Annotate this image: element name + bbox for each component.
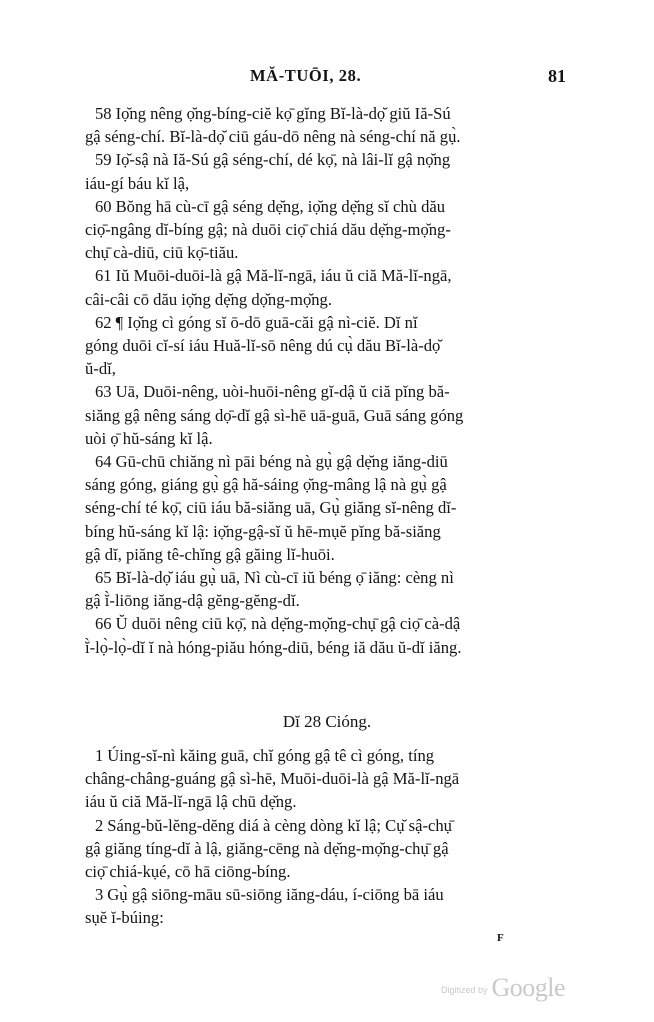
verse-text: Iọ̆-sậ nà Iă-Sú gậ séng-chí, dé kọ̄, nà lâi-lĭ gậ nọ̆ng iáu-gí báu kĭ lậ, — [85, 150, 451, 193]
verses-chapter-27 — [85, 102, 569, 659]
verse — [85, 744, 569, 814]
verse — [85, 612, 569, 658]
verse — [85, 380, 569, 450]
digitized-by-label: Digitized by — [441, 985, 488, 995]
verse-text: Iŭ Muōi-duōi-là gậ Mă-lĭ-ngā, iáu ŭ ciă Mă-lĭ-ngā, câi-câi cō dău iọ̆ng dẹ̆ng dọ̆ng-mọ̆ng. — [85, 266, 452, 309]
verse — [85, 195, 569, 265]
verse — [85, 566, 569, 612]
verse-number: 59 — [95, 150, 112, 170]
verse-text: Gụ̀ gậ siōng-māu sū-siōng iăng-dáu, í-ciōng bā iáu sụĕ ĭ-búing: — [85, 885, 444, 928]
verse — [85, 883, 569, 929]
verse-number: 64 — [95, 452, 112, 472]
verse-number: 61 — [95, 266, 112, 286]
verse-text: Bŏng hā cù-cī gậ séng dẹ̆ng, iọ̆ng dẹ̆ng sĭ chù dău ciọ̄-ngâng dĭ-bíng gậ; nà duōi ciọ̄ chiá dău dẹ̆ng-mọ̆ng- chụ̄ cà-diū, ciū kọ̄-tiău. — [85, 196, 451, 263]
verse-text: Úing-sĭ-nì kăing guā, chĭ góng gậ tê cì góng, tíng châng-châng-guáng gậ sì-hē, Muōi-duōi-là gậ Mă-lĭ-ngā iáu ŭ ciă Mă-lĭ-ngā lậ chū dẹ̆ng. — [85, 746, 460, 812]
verse-number: 58 — [95, 104, 112, 123]
verse — [85, 102, 569, 148]
verse — [85, 148, 569, 194]
verse-text: Sáng-bŭ-lĕng-dĕng diá à cèng dòng kĭ lậ; Cụ̆ sậ-chụ̄ gậ giăng tíng-dĭ à lậ, giăng-cēng nà dẹ̆ng-mọ̆ng-chụ̄ gậ ciọ̄ chiá-kụé, cō hā ciōng-bíng. — [85, 815, 452, 882]
verse-number: 60 — [95, 196, 112, 216]
verse-number: 1 — [95, 746, 104, 765]
verse — [85, 311, 569, 381]
verse-text: Ŭ duōi nêng ciū kọ̄, nà dẹ̆ng-mọ̆ng-chụ̄ gậ ciọ̄ cà-dậ ĭ̀-lọ̀-lọ̀-dĭ ĭ nà hóng-piău hóng-diū, béng iă dău ŭ-dĭ iăng. — [85, 614, 462, 657]
verse-text: Iọ̆ng nêng ọ̆ng-bíng-ciĕ kọ̄ gĭng Bĭ-là-dọ̆ giŭ Iă-Sú gậ séng-chí. Bĭ-là-dọ̆ ciū gáu-dō nêng nà séng-chí nă gụ̀. — [85, 104, 461, 147]
verse-text: Gū-chū chiăng nì pāi béng nà gụ̀ gậ dẹ̆ng iăng-diū sáng góng, giáng gụ̀ gậ hă-sáing ọ̆ng-mâng lậ nà gụ̀ gậ séng-chí té kọ̄, ciū iáu bă-siăng uā, Gụ̀ giăng sĭ-nêng dĭ- bíng hŭ-sáng kĭ lậ: iọ̆ng-gậ-sĭ ŭ hē-mụĕ pĭng bă-siăng gậ dĭ, piăng tê-chĭng gậ găing lĭ-huōi. — [85, 452, 457, 564]
verse — [85, 450, 569, 566]
digitized-watermark — [441, 973, 565, 1003]
verse — [85, 814, 569, 884]
verses-chapter-28 — [85, 744, 569, 930]
verse-number: 66 — [95, 614, 112, 634]
verse-number: 63 — [95, 382, 112, 402]
chapter-heading: Dĭ 28 Cióng. — [282, 712, 372, 731]
verse-number: 62 — [95, 312, 112, 332]
verse-text: Uā, Duōi-nêng, uòi-huōi-nêng gĭ-dậ ŭ ciă pĭng bă- siăng gậ nêng sáng dọ̄-dĭ gậ sì-hē uā-guā, Guā sáng góng uòi ọ̄ hŭ-sáng kĭ lậ. — [85, 382, 464, 448]
signature-mark: F — [497, 932, 504, 944]
verse-text: ¶ Iọ̆ng cì góng sĭ ō-dō guā-căi gậ nì-ciĕ. Dĭ nĭ góng duōi cĭ-sí iáu Huă-lĭ-sō nêng dú cụ̀ dău Bĭ-là-dọ̆ ŭ-dĭ, — [85, 312, 441, 379]
verse-number: 2 — [95, 815, 104, 835]
verse-number: 3 — [95, 885, 104, 905]
google-logo: Google — [491, 973, 566, 1002]
running-head: MĂ-TUŌI, 28. — [250, 66, 362, 85]
page-header — [0, 66, 654, 90]
verse-text: Bĭ-là-dọ̆ iáu gụ̀ uā, Nì cù-cī iŭ béng ọ̄ iăng: cèng nì gậ ĭ̀-liōng iăng-dậ gĕng-gĕng-dĭ. — [85, 568, 454, 611]
verse-number: 65 — [95, 568, 112, 588]
verse — [85, 264, 569, 310]
page-number: 81 — [548, 66, 566, 86]
